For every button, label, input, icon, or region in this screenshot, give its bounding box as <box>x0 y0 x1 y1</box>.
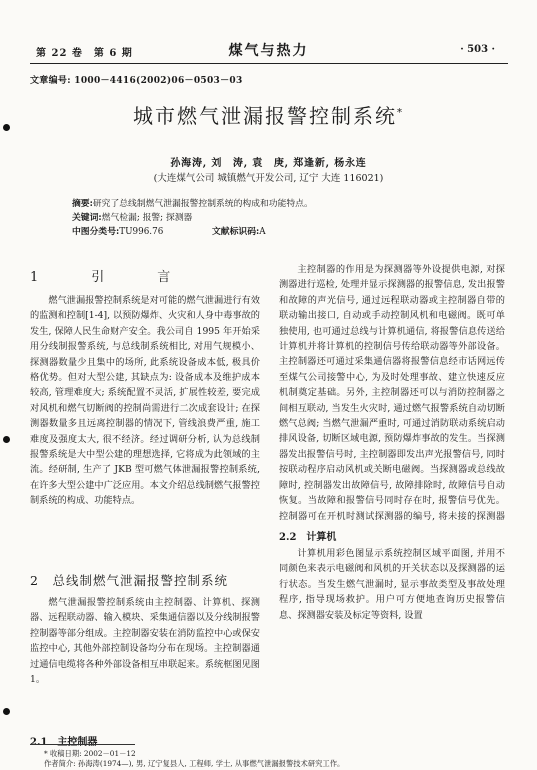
footnote-author-bio: 作者简介: 孙海涛(1974—), 男, 辽宁复县人, 工程师, 学士, 从事燃气泄漏报警技术研究工作。 <box>44 759 345 768</box>
author-list: 孙海涛, 刘 涛, 袁 庚, 郑逢新, 杨永连 <box>170 158 367 169</box>
footnote-received: * 收稿日期: 2002－01－12 <box>44 749 136 758</box>
article-number: 文章编号: 1000－4416(2002)06－0503－03 <box>30 76 243 86</box>
abstract <box>72 196 492 209</box>
clc-label: 中图分类号: <box>72 227 120 237</box>
document-code <box>212 224 266 237</box>
page-number: · 503 · <box>460 44 495 55</box>
main-controller-paragraph: 主控制器的作用是为探测器等外设提供电源, 对探测器进行巡检, 处理并显示探测器的报警信息, 发出报警和故障的声光信号, 通过远程联动器或主控制器自带的联动输出接口, 自动或手动控制风机和电磁阀。既可单独使用, 也可通过总线与计算机通信, 将报警信息传送给计算机并将计算机的控制信号传给联动器等外部设备。主控制器还可通过采集通信器将报警信息经市话网远传至煤气公司接警中心, 为及时处理事故、建立快速反应机制奠定基础。另外, 主控制器还可以与消防控制器之间相互联动, 当发生火灾时, 通过燃气报警系统自动切断燃气总阀; 当燃气泄漏严重时, 可通过消防联动系统启动排风设备, 切断区域电源, 预防爆炸事故的发生。当探测器发出报警信号时, 主控制器即发出声光报警信号, 同时按联动程序启动风机或关断电磁阀。当探测器或总线故障时, 控制器发出故障信号, 故障排除时, 故障信号自动恢复。当故障和报警信号同时存在时, 报警信号优先。控制器可在开机时测试探测器的编号, 将未接的探测器 <box>279 264 505 522</box>
doc-code-value: A <box>259 227 266 237</box>
computer-paragraph: 计算机用彩色图显示系统控制区域平面图, 并用不同颜色来表示电磁阀和风机的开关状态以及探测器的运行状态。当发生燃气泄漏时, 显示事故类型及事故处理程序, 指导现场救护。用户可方便地查询历史报警信息、探测器安装及标定等资料, 设置 <box>279 548 505 621</box>
subsection-heading-computer: 2.2 计算机 <box>279 532 337 543</box>
keywords <box>72 210 492 223</box>
abstract-label: 摘要: <box>72 199 93 209</box>
classification <box>72 224 492 237</box>
clc-value: TU996.76 <box>119 227 164 237</box>
section-heading-system: 2 总线制燃气泄漏报警控制系统 <box>30 573 228 588</box>
issue-label: 第 22 卷 第 6 期 <box>36 48 133 59</box>
title-footnote-mark: * <box>397 107 404 119</box>
abstract-text: 研究了总线制燃气泄漏报警控制系统的构成和功能特点。 <box>92 199 313 209</box>
binding-hole <box>3 708 10 715</box>
title-text: 城市燃气泄漏报警控制系统 <box>133 104 397 128</box>
keywords-label: 关键词: <box>72 213 102 223</box>
system-paragraph: 燃气泄漏报警控制系统由主控制器、计算机、探测器、远程联动器、输入模块、采集通信器以及分线制报警控制器等部分组成。主控制器安装在消防监控中心或保安监控中心, 其他外部控制设备均分布在现场。主控制器通过通信电缆将各种外部设备相互串联起来。系统框图见图 1。 <box>30 597 260 686</box>
doc-code-label: 文献标识码: <box>212 227 260 237</box>
affiliation: (大连煤气公司 城镇燃气开发公司, 辽宁 大连 116021) <box>153 173 384 184</box>
section-heading-intro: 1 引 言 <box>30 270 191 285</box>
article-title <box>0 100 537 129</box>
journal-name: 煤气与热力 <box>228 43 309 59</box>
header-rule <box>30 63 508 64</box>
keywords-text: 燃气检漏; 报警; 探测器 <box>101 213 193 223</box>
intro-paragraph: 燃气泄漏报警控制系统是对可能的燃气泄漏进行有效的监测和控制[1-4], 以预防爆炸、火灾和人身中毒事故的发生, 保障人民生命财产安全。我公司自 1995 年开始采用分线制报警系统, 与总线制系统相比, 对用气规模小、探测器数量少且集中的场所, 此系统设备成本低, 极具价格优势。但对大型公建, 其缺点为: 设备成本及维护成本较高, 管理难度大; 系统配置不灵活, 扩展性较差, 要完成对风机和燃气切断阀的控制尚需进行二次成套设计; 在探测器数量多且远离控制器的情况下, 管线浪费严重, 施工难度及强度太大, 很不经济。经过调研分析, 认为总线制报警系统是大中型公建的理想选择, 它将成为此领域的主流。经研制, 生产了 JKB 型可燃气体泄漏报警控制系统, 在许多大型公建中广泛应用。本文介绍总线制燃气报警控制系统的构成、功能特点。 <box>30 295 260 507</box>
footnote-rule <box>30 744 135 745</box>
subsection-heading-main-controller: 2.1 主控制器 <box>30 737 98 748</box>
binding-hole <box>3 436 10 443</box>
